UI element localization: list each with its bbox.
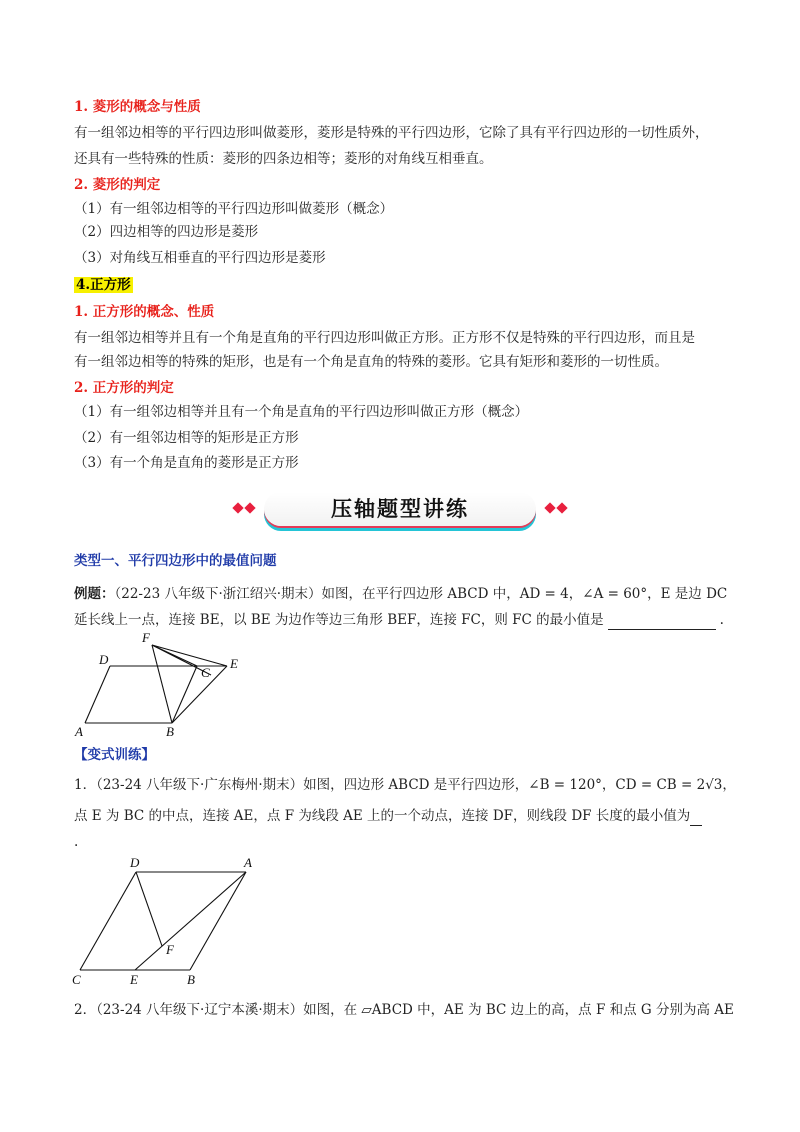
list-item: （2）有一组邻边相等的矩形是正方形 (74, 430, 299, 446)
q1-text: 点 E 为 BC 的中点，连接 AE，点 F 为线段 AE 上的一个动点，连接 DF，则线段 DF 长度的最小值为 (74, 808, 691, 824)
section-title-square-criteria: 2. 正方形的判定 (74, 380, 174, 396)
diamond-icon (232, 502, 243, 513)
edge-BA (190, 872, 246, 970)
label-E: E (230, 656, 238, 671)
paragraph-line: 有一组邻边相等的平行四边形叫做菱形，菱形是特殊的平行四边形，它除了具有平行四边形的一切性质外， (74, 125, 709, 141)
answer-blank (690, 811, 702, 826)
label-B: B (166, 724, 174, 739)
section-title-square-properties: 1. 正方形的概念、性质 (74, 304, 215, 320)
edge-DC (80, 872, 136, 970)
edge-BC (172, 666, 197, 723)
label-F: F (142, 630, 150, 645)
example-text: （22-23 八年级下·浙江绍兴·期末）如图，在平行四边形 ABCD 中，AD = 4，∠A = 60°，E 是边 DC (114, 586, 728, 602)
label-E: E (130, 972, 138, 987)
edge-EA (135, 872, 246, 970)
paragraph-line: 有一组邻边相等并且有一个角是直角的平行四边形叫做正方形。正方形不仅是特殊的平行四边形，而且是 (74, 330, 695, 346)
section-banner (226, 490, 574, 530)
label-B: B (187, 972, 195, 987)
paragraph-line: 还具有一些特殊的性质：菱形的四条边相等；菱形的对角线互相垂直。 (74, 151, 493, 167)
example-end: . (719, 612, 724, 628)
list-item: （2）四边相等的四边形是菱形 (74, 224, 259, 240)
label-D: D (99, 652, 109, 667)
edge-AD (85, 666, 110, 723)
figure-parallelogram-abcd (66, 852, 266, 992)
list-item: （3）对角线互相垂直的平行四边形是菱形 (74, 250, 326, 266)
q1-line-2 (74, 806, 702, 826)
example-label: 例题： (74, 586, 115, 602)
edge-BE (172, 666, 227, 723)
list-item: （1）有一组邻边相等并且有一个角是直角的平行四边形叫做正方形（概念） (74, 404, 529, 420)
figure-parallelogram-equilateral (70, 630, 270, 740)
q1-line-3: . (74, 834, 79, 850)
diamond-icon (556, 502, 567, 513)
q1-line-1: 1．（23-24 八年级下·广东梅州·期末）如图，四边形 ABCD 是平行四边形，∠B = 120°，CD = CB = 2√3， (74, 777, 736, 793)
section-title-rhombus-properties: 1. 菱形的概念与性质 (74, 99, 201, 115)
paragraph-line: 有一组邻边相等的特殊的矩形，也是有一个角是直角的特殊的菱形。它具有矩形和菱形的一切性质。 (74, 354, 668, 370)
banner-title: 压轴题型讲练 (331, 497, 469, 521)
label-C: C (201, 665, 210, 680)
example-text: 延长线上一点，连接 BE，以 BE 为边作等边三角形 BEF，连接 FC，则 FC 的最小值是 (74, 612, 604, 628)
edge-DF (136, 872, 162, 946)
label-F: F (166, 942, 174, 957)
label-D: D (130, 855, 140, 870)
diamond-icon (544, 502, 555, 513)
diamond-icon (244, 502, 255, 513)
section-heading-square: 4.正方形 (76, 277, 131, 293)
type-title: 类型一、平行四边形中的最值问题 (74, 553, 277, 569)
example-line-2 (74, 610, 724, 630)
label-A: A (244, 855, 252, 870)
label-A: A (75, 724, 83, 739)
practice-heading: 【变式训练】 (74, 747, 155, 763)
label-C: C (72, 972, 81, 987)
q2-line-1: 2．（23-24 八年级下·辽宁本溪·期末）如图，在 ▱ABCD 中，AE 为 BC 边上的高，点 F 和点 G 分别为高 AE (74, 1002, 734, 1018)
list-item: （3）有一个角是直角的菱形是正方形 (74, 455, 299, 471)
example-line-1 (74, 584, 727, 604)
list-item: （1）有一组邻边相等的平行四边形叫做菱形（概念） (74, 201, 394, 217)
section-title-rhombus-criteria: 2. 菱形的判定 (74, 177, 161, 193)
answer-blank (608, 615, 716, 630)
edge-BF (152, 645, 172, 723)
